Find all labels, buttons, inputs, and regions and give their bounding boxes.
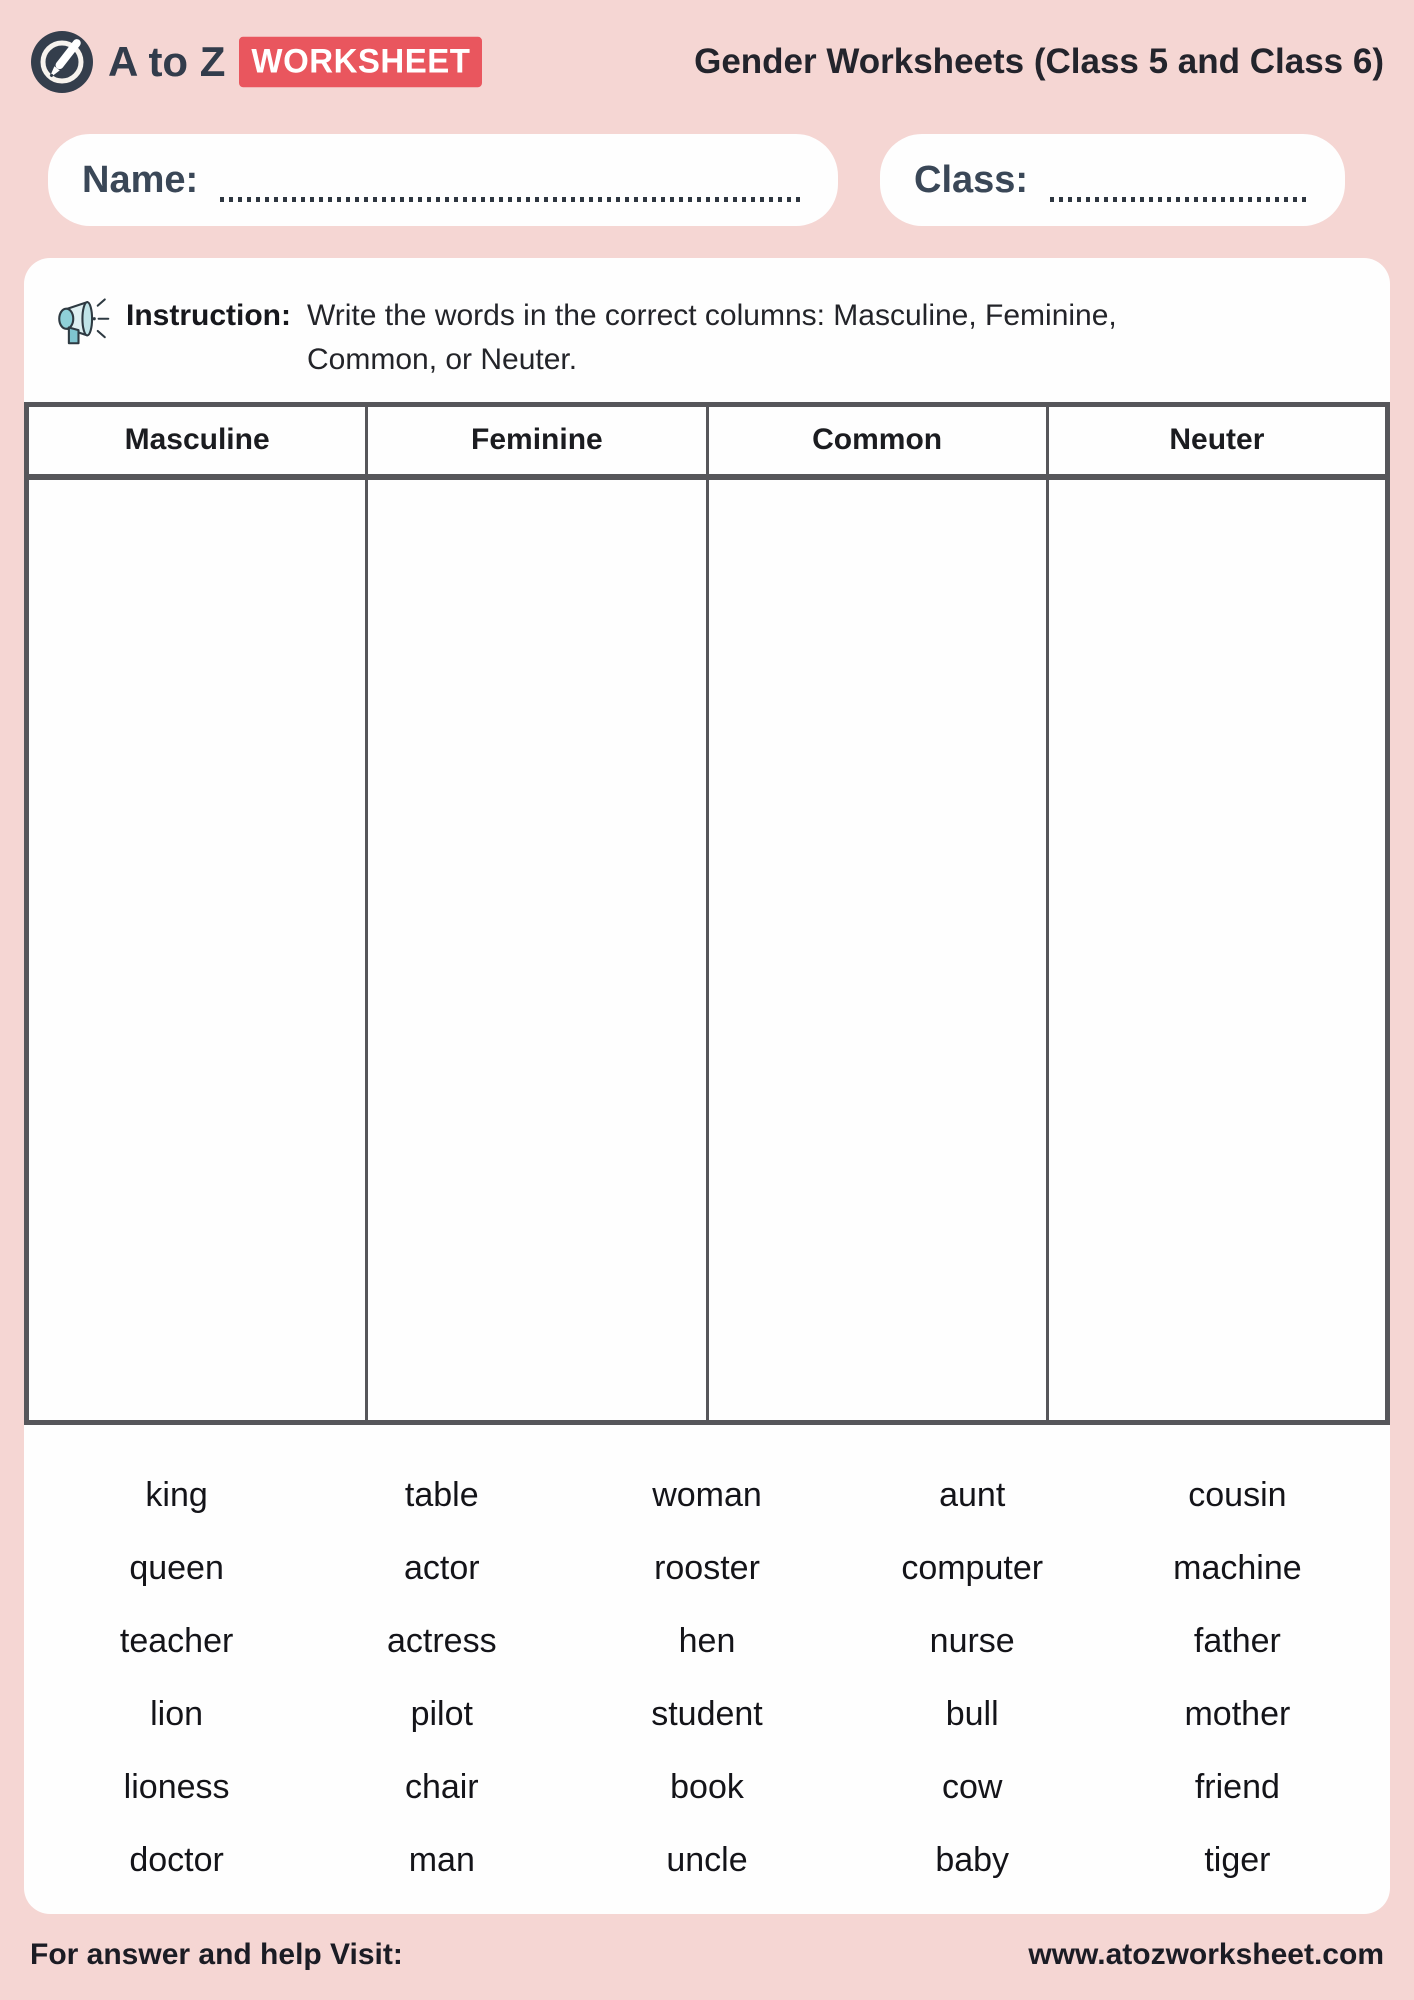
word-bank-item: man [408,1841,475,1879]
header [0,0,1414,96]
megaphone-icon [54,296,110,352]
name-label: Name: [82,158,199,201]
column-header-common: Common [707,405,1047,477]
word-bank-item: chair [404,1768,479,1806]
word-bank-item: machine [1173,1549,1302,1587]
table-body-row [27,477,1388,1423]
word-bank-item: bull [945,1695,999,1733]
footer-url[interactable]: www.atozworksheet.com [1028,1938,1384,1971]
word-bank-item: teacher [119,1622,234,1660]
word-bank-item: doctor [129,1841,224,1879]
column-header-masculine: Masculine [27,405,367,477]
word-bank-item: computer [901,1549,1044,1587]
gender-table [24,402,1390,1425]
word-bank-item: aunt [939,1476,1006,1514]
word-bank-item: woman [652,1476,762,1514]
word-bank-item: actor [403,1549,480,1587]
answer-cell-masculine[interactable] [27,477,367,1423]
word-bank [24,1425,1390,1914]
fields-row [48,134,1384,226]
instruction-text [126,294,1117,382]
worksheet-card [24,258,1390,1914]
word-bank-item: table [404,1476,479,1514]
word-bank-item: student [651,1695,763,1733]
page-title: Gender Worksheets (Class 5 and Class 6) [694,42,1384,81]
word-bank-item: lion [150,1695,204,1733]
word-bank-item: tiger [1204,1841,1271,1879]
name-field [48,134,838,226]
worksheet-badge: WORKSHEET [239,37,482,87]
class-field [880,134,1345,226]
instruction-label: Instruction: [126,299,291,332]
word-bank-item: pilot [410,1695,473,1733]
word-bank-item: book [670,1768,744,1806]
word-bank-item: father [1193,1622,1281,1660]
word-bank-item: cow [941,1768,1003,1806]
brand-text: A to Z [108,38,226,85]
word-bank-item: actress [386,1622,497,1660]
word-bank-item: uncle [666,1841,748,1879]
instruction-line-2: Common, or Neuter. [307,343,578,376]
answer-cell-neuter[interactable] [1047,477,1387,1423]
pen-circle-icon [30,30,94,94]
footer [30,1938,1384,1972]
word-bank-item: hen [678,1622,736,1660]
word-bank-item: baby [935,1841,1010,1879]
instruction-line-1: Write the words in the correct columns: Masculine, Feminine, [307,299,1117,332]
class-label: Class: [914,158,1029,201]
word-bank-item: mother [1184,1695,1291,1733]
word-bank-item: rooster [654,1549,760,1587]
word-bank-item: nurse [929,1622,1015,1660]
footer-help-text: For answer and help Visit: [30,1938,403,1971]
class-input-line[interactable] [1050,197,1311,202]
name-input-line[interactable] [220,197,804,202]
answer-cell-feminine[interactable] [367,477,707,1423]
word-bank-item: queen [129,1549,224,1587]
word-bank-item: king [145,1476,208,1514]
column-header-neuter: Neuter [1047,405,1387,477]
instruction-section [24,258,1390,402]
column-header-feminine: Feminine [367,405,707,477]
word-bank-item: lioness [123,1768,230,1806]
instruction-body [307,294,1117,382]
brand-logo [30,30,482,94]
word-bank-item: cousin [1188,1476,1287,1514]
answer-cell-common[interactable] [707,477,1047,1423]
table-header-row [27,405,1388,477]
word-bank-item: friend [1194,1768,1280,1806]
